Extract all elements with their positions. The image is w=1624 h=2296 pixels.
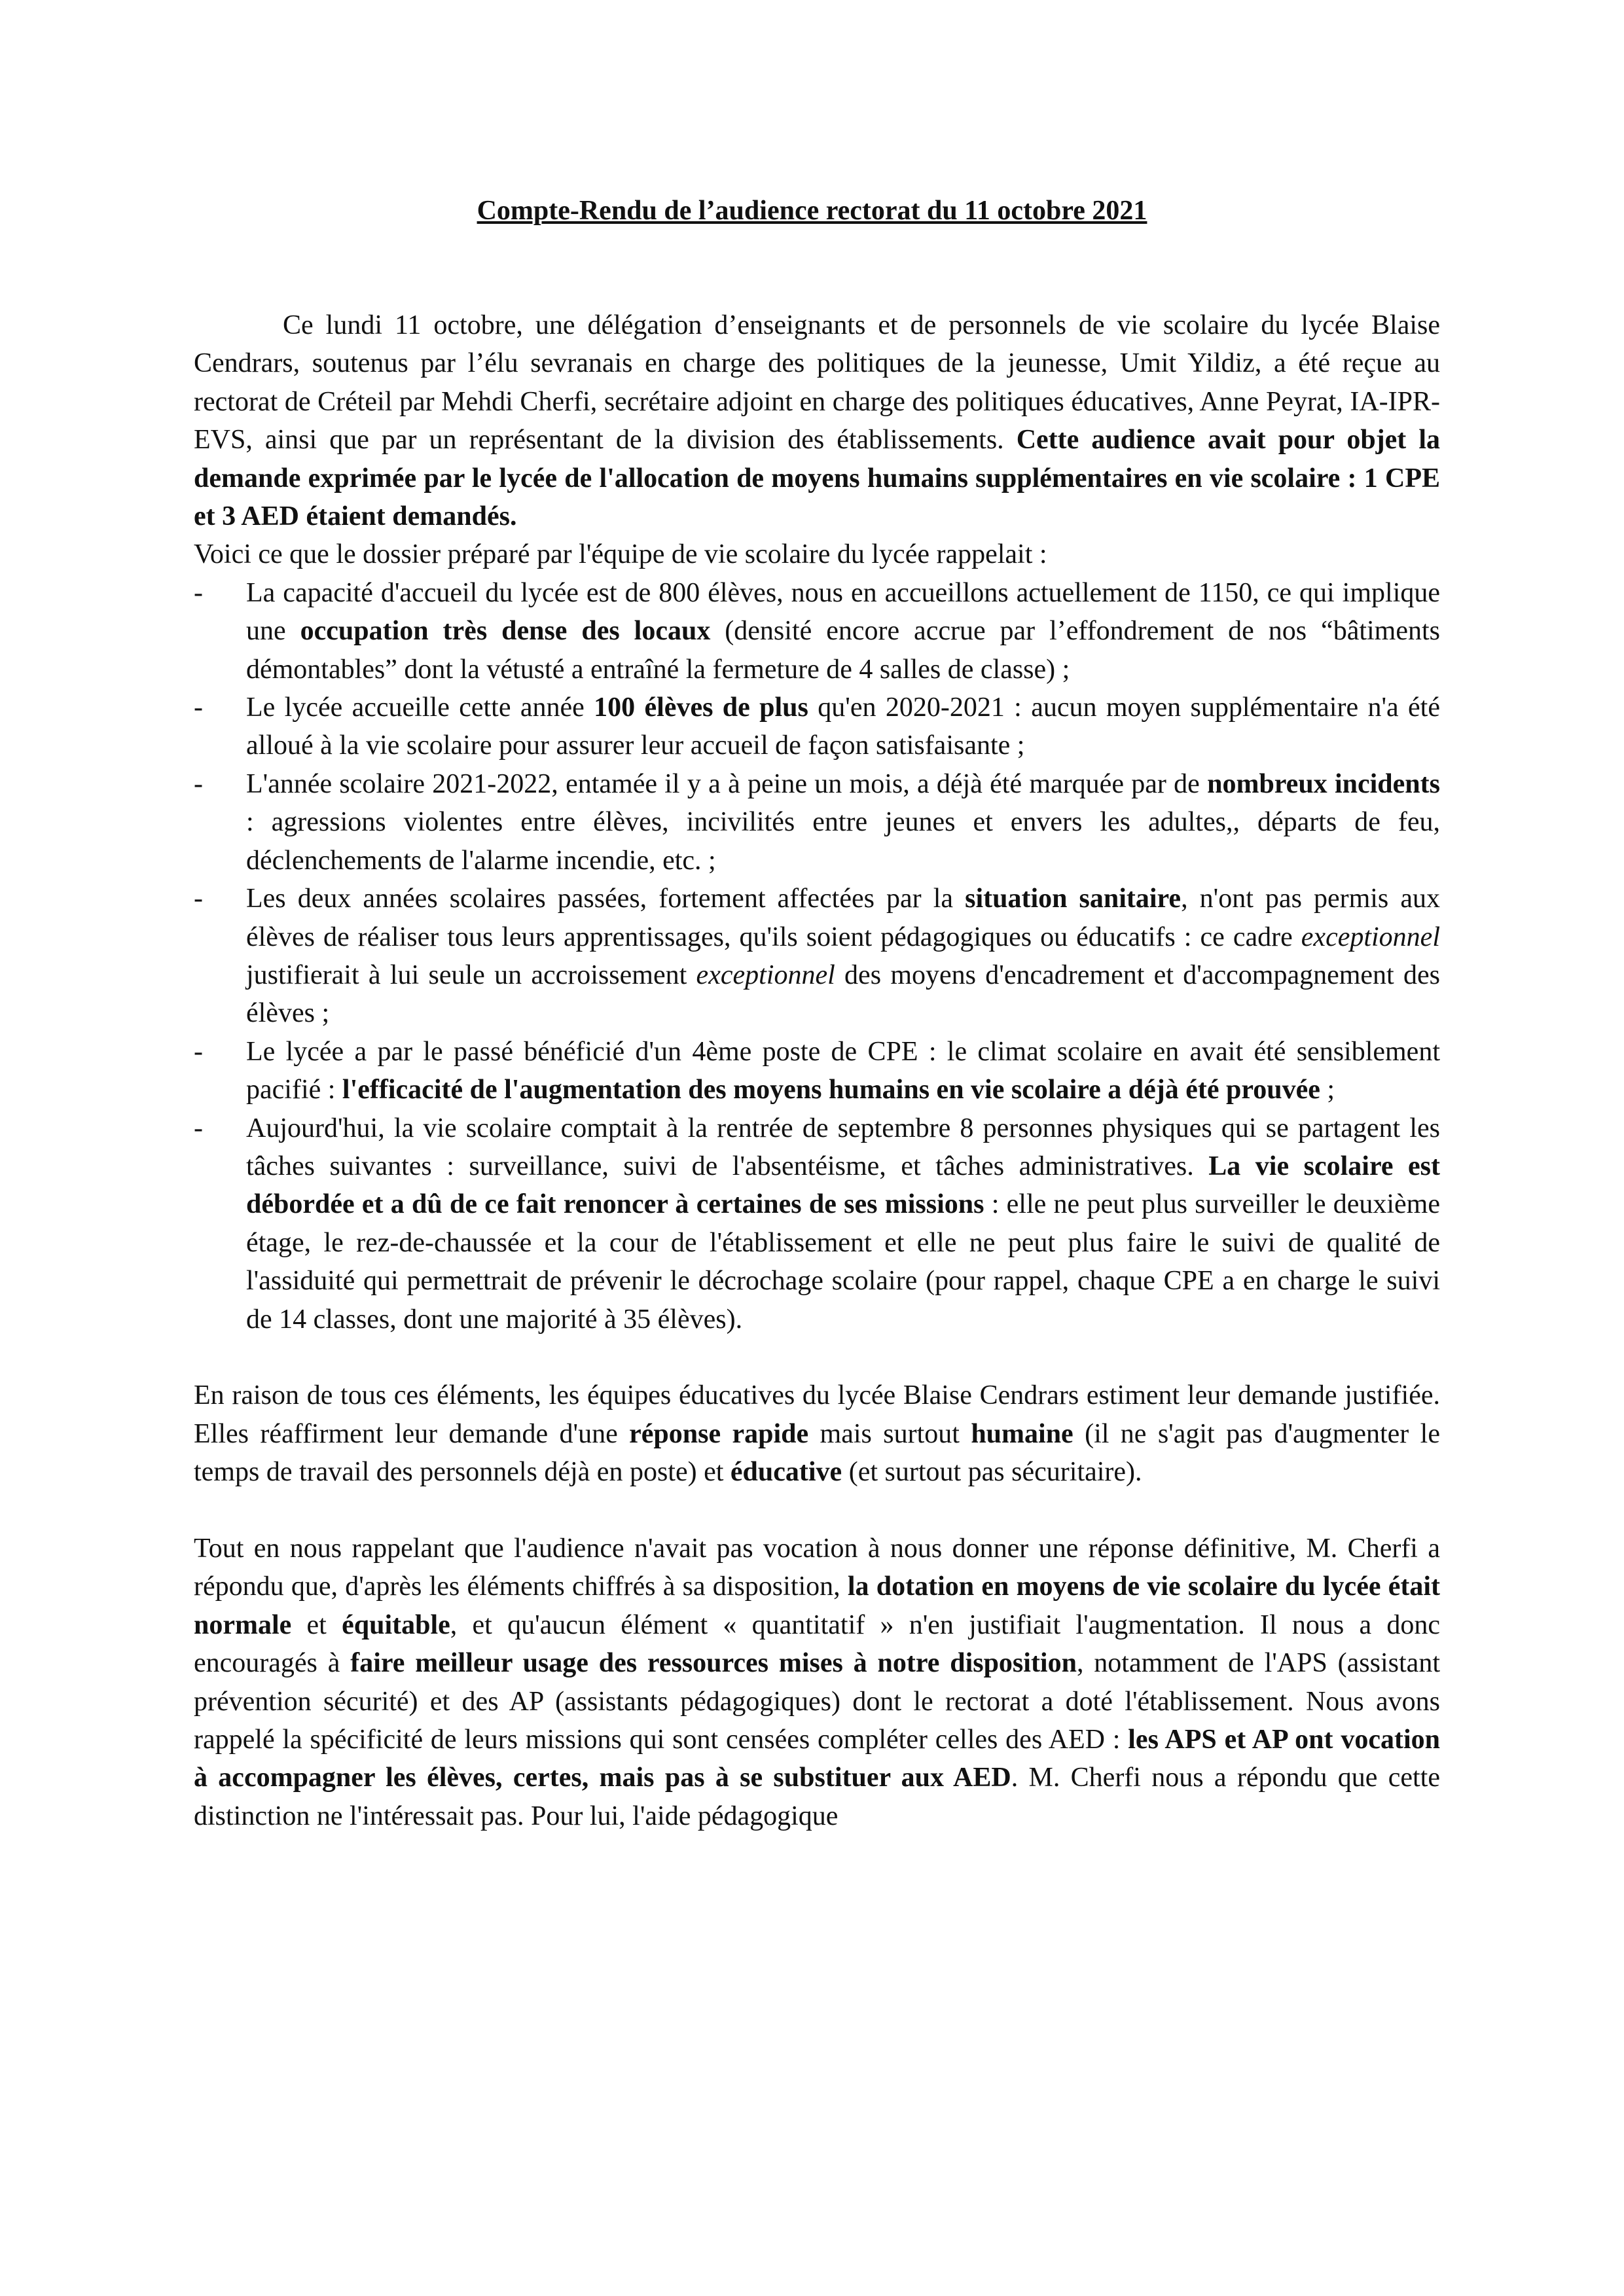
list-item-text: Les deux années scolaires passées, fortement affectées par la [246,884,965,914]
list-item-emphasis: La vie scolaire est débordée et a dû de ce fait renoncer à certaines de ses missions [246,1151,1440,1220]
list-item-text: : agressions violentes entre élèves, incivilités entre jeunes et envers les adultes,, départs de feu, déclenchements de l'alarme incendie, etc. ; [246,807,1440,876]
paragraph-emphasis: éducative [730,1457,842,1488]
paragraph-text: , notamment de l'APS (assistant prévention sécurité) et des AP (assistants pédagogiques) dont le rectorat a doté l'établissement. Nous avons rappelé la spécificité de leurs missions qui sont censées compléter celles des AED : [194,1648,1440,1755]
list-item-italic: exceptionnel [1301,922,1440,952]
list-item-text: Le lycée accueille cette année [246,692,594,723]
list-item-text: Aujourd'hui, la vie scolaire comptait à la rentrée de septembre 8 personnes physiques qui se partagent les tâches suivantes : surveillance, suivi de l'absentéisme, et tâches administratives. [246,1113,1440,1181]
list-item-emphasis: situation sanitaire [965,884,1182,914]
list-item [194,765,1440,880]
document-body [194,306,1440,1835]
paragraph-emphasis: équitable [342,1609,450,1640]
paragraph-text: Tout en nous rappelant que l'audience n'avait pas vocation à nous donner une réponse définitive, M. Cherfi a répondu que, d'après les éléments chiffrés à sa disposition, [194,1533,1440,1602]
paragraph-text: et [291,1609,342,1640]
paragraph-text: mais surtout [808,1418,971,1449]
paragraph-emphasis: les APS et AP ont vocation à accompagner les élèves, certes, mais pas à se substituer aux AED [194,1725,1440,1793]
paragraph-text: . M. Cherfi nous a répondu que cette distinction ne l'intéressait pas. Pour lui, l'aide pédagogique [194,1763,1440,1831]
list-item-emphasis: occupation très dense des locaux [300,616,711,647]
intro-paragraph [194,306,1440,535]
list-item-italic: exceptionnel [696,960,835,990]
list-item-emphasis: nombreux incidents [1207,768,1440,799]
paragraph-text: En raison de tous ces éléments, les équipes éducatives du lycée Blaise Cendrars estiment leur demande justifiée. Elles réaffirment leur demande d'une [194,1380,1440,1449]
intro-emphasis: Cette audience avait pour objet la demande exprimée par le lycée de l'allocation de moyens humains supplémentaires en vie scolaire : 1 CPE et 3 AED étaient demandés. [194,425,1440,532]
list-item-text: qu'en 2020-2021 : aucun moyen supplémentaire n'a été alloué à la vie scolaire pour assurer leur accueil de façon satisfaisante ; [246,692,1440,761]
list-item-emphasis: l'efficacité de l'augmentation des moyens humains en vie scolaire a déjà été prouvée [342,1075,1320,1105]
paragraph-emphasis: la dotation en moyens de vie scolaire du lycée était normale [194,1571,1440,1640]
list-item-text: des moyens d'encadrement et d'accompagnement des élèves ; [246,960,1440,1029]
list-item [194,880,1440,1033]
paragraph-text: , et qu'aucun élément « quantitatif » n'en justifiait l'augmentation. Il nous a donc encouragés à [194,1609,1441,1679]
list-item-text: , n'ont pas permis aux élèves de réaliser tous leurs apprentissages, qu'ils soient pédagogiques ou éducatifs : ce cadre [246,884,1440,952]
paragraph-emphasis: faire meilleur usage des ressources mises à notre disposition [350,1648,1077,1679]
paragraph-text: (il ne s'agit pas d'augmenter le temps de travail des personnels déjà en poste) et [194,1418,1440,1488]
list-item-text: L'année scolaire 2021-2022, entamée il y a à peine un mois, a déjà été marquée par de [246,768,1208,799]
list-item-text: La capacité d'accueil du lycée est de 800 élèves, nous en accueillons actuellement de 1150, ce qui implique une [246,577,1440,647]
intro-text: Ce lundi 11 octobre, une délégation d’enseignants et de personnels de vie scolaire du lycée Blaise Cendrars, soutenus par l’élu sevranais en charge des politiques de la jeunesse, Umit Yildiz, a été reçue au rectorat de Créteil par Mehdi Cherfi, secrétaire adjoint en charge des politiques éducatives, Anne Peyrat, IA-IPR-EVS, ainsi que par un représentant de la division des établissements. [194,310,1440,456]
list-item-text: (densité encore accrue par l’effondrement de nos “bâtiments démontables” dont la vétusté a entraîné la fermeture de 4 salles de classe) ; [246,616,1440,685]
dossier-list [194,574,1440,1338]
dossier-intro: Voici ce que le dossier préparé par l'équipe de vie scolaire du lycée rappelait : [194,539,1047,570]
list-item [194,1033,1440,1109]
list-item-emphasis: 100 élèves de plus [594,692,808,723]
paragraph-emphasis: humaine [971,1418,1074,1449]
list-item-text: ; [1320,1075,1335,1105]
conclusion-paragraph [194,1376,1440,1491]
list-item [194,689,1440,765]
list-item-text: Le lycée a par le passé bénéficié d'un 4ème poste de CPE : le climat scolaire en avait été sensiblement pacifié : [246,1036,1440,1105]
list-item [194,1109,1440,1338]
list-item-text: : elle ne peut plus surveiller le deuxième étage, le rez-de-chaussée et la cour de l'établissement et elle ne peut plus faire le suivi de qualité de l'assiduité qui permettrait de prévenir le décrochage scolaire (pour rappel, chaque CPE a en charge le suivi de 14 classes, dont une majorité à 35 élèves). [246,1189,1440,1335]
list-item [194,574,1440,689]
document-title: Compte-Rendu de l’audience rectorat du 11 octobre 2021 [477,196,1147,226]
list-item-text: justifierait à lui seule un accroissement [246,960,696,990]
paragraph-emphasis: réponse rapide [629,1418,809,1449]
paragraph-text: (et surtout pas sécuritaire). [842,1457,1142,1488]
response-paragraph [194,1530,1440,1835]
